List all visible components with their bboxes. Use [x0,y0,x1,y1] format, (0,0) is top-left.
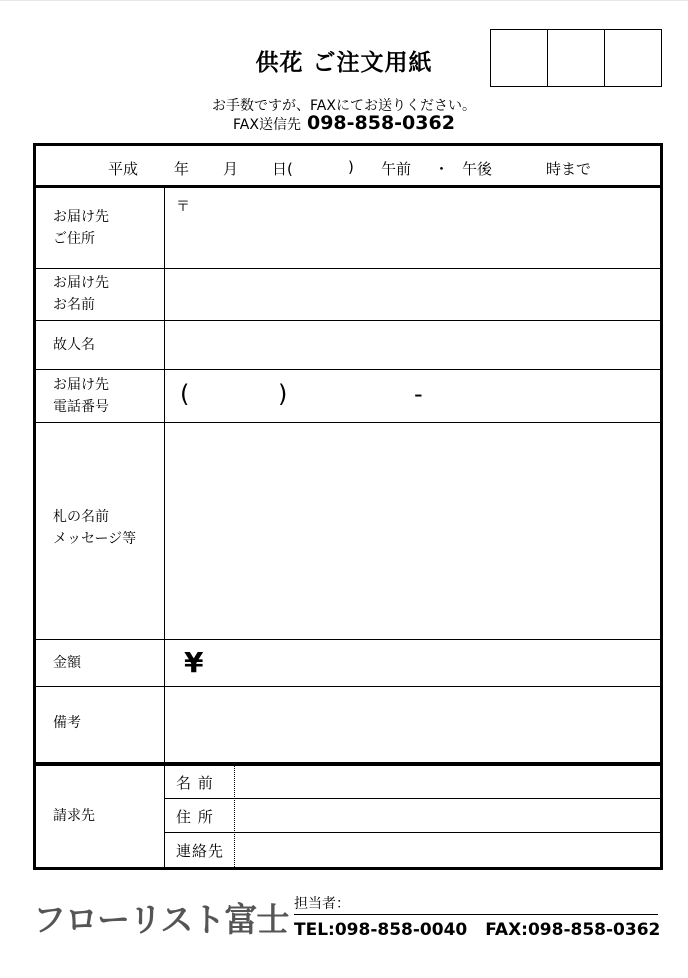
top-rule [0,0,688,1]
date-pm: 午後 [462,160,493,178]
date-year: 年 [174,160,190,178]
staff-label: 担当者： [294,896,350,912]
phone-label: お届け先 電話番号 [53,377,109,415]
recipient-name-row [36,268,660,321]
billing-label: 請求先 [53,808,95,824]
billing-column-divider [164,765,165,867]
approval-stamp-boxes [490,29,662,87]
date-era: 平成 [108,160,139,178]
deceased-name-row [36,320,660,370]
phone-close-paren: ) [278,380,288,408]
billing-table [33,762,663,870]
phone-row [36,369,660,423]
shop-tel: TEL:098-858-0040 [294,920,468,940]
fax-destination-number: 098-858-0362 [306,112,455,134]
fax-instruction: お手数ですが、FAXにてお送りください。 [212,98,476,114]
recipient-name-label: お届け先 お名前 [53,275,109,313]
billing-dotted-divider [234,765,235,867]
date-am: 午前 [381,160,412,178]
order-form-table [33,185,663,766]
date-day: 日( [272,160,293,178]
fax-destination-label: FAX送信先 [233,117,301,133]
deceased-name-label: 故人名 [53,337,95,353]
shop-contact [294,920,660,940]
form-title: 供花 ご注文用紙 [255,50,433,76]
yen-mark: ¥ [184,646,204,679]
card-message-label: 札の名前 メッセージ等 [53,509,137,547]
postal-mark: 〒 [176,199,190,215]
staff-underline [294,914,658,915]
remarks-row [36,686,660,764]
billing-name-label: 名 前 [176,774,214,792]
amount-label: 金額 [53,655,81,671]
fax-destination [0,112,688,134]
stamp-box [605,30,661,86]
shop-logo: フローリスト富士 [33,900,289,939]
billing-address-label: 住 所 [176,808,214,826]
address-label: お届け先 ご住所 [53,209,109,247]
stamp-box [548,30,605,86]
remarks-label: 備考 [53,715,81,731]
card-message-row [36,422,660,640]
date-close-paren: ) [348,158,354,176]
address-row [36,188,660,268]
phone-open-paren: ( [180,380,190,408]
date-until: 時まで [546,160,592,178]
date-month: 月 [223,160,239,178]
billing-row-line [165,832,660,833]
billing-row-line [165,798,660,799]
amount-row [36,639,660,687]
date-dot: ・ [434,160,450,178]
delivery-date-row [33,143,663,186]
phone-dash: - [414,380,423,408]
stamp-box [491,30,548,86]
shop-fax: FAX:098-858-0362 [485,920,661,940]
billing-contact-label: 連絡先 [176,842,225,860]
